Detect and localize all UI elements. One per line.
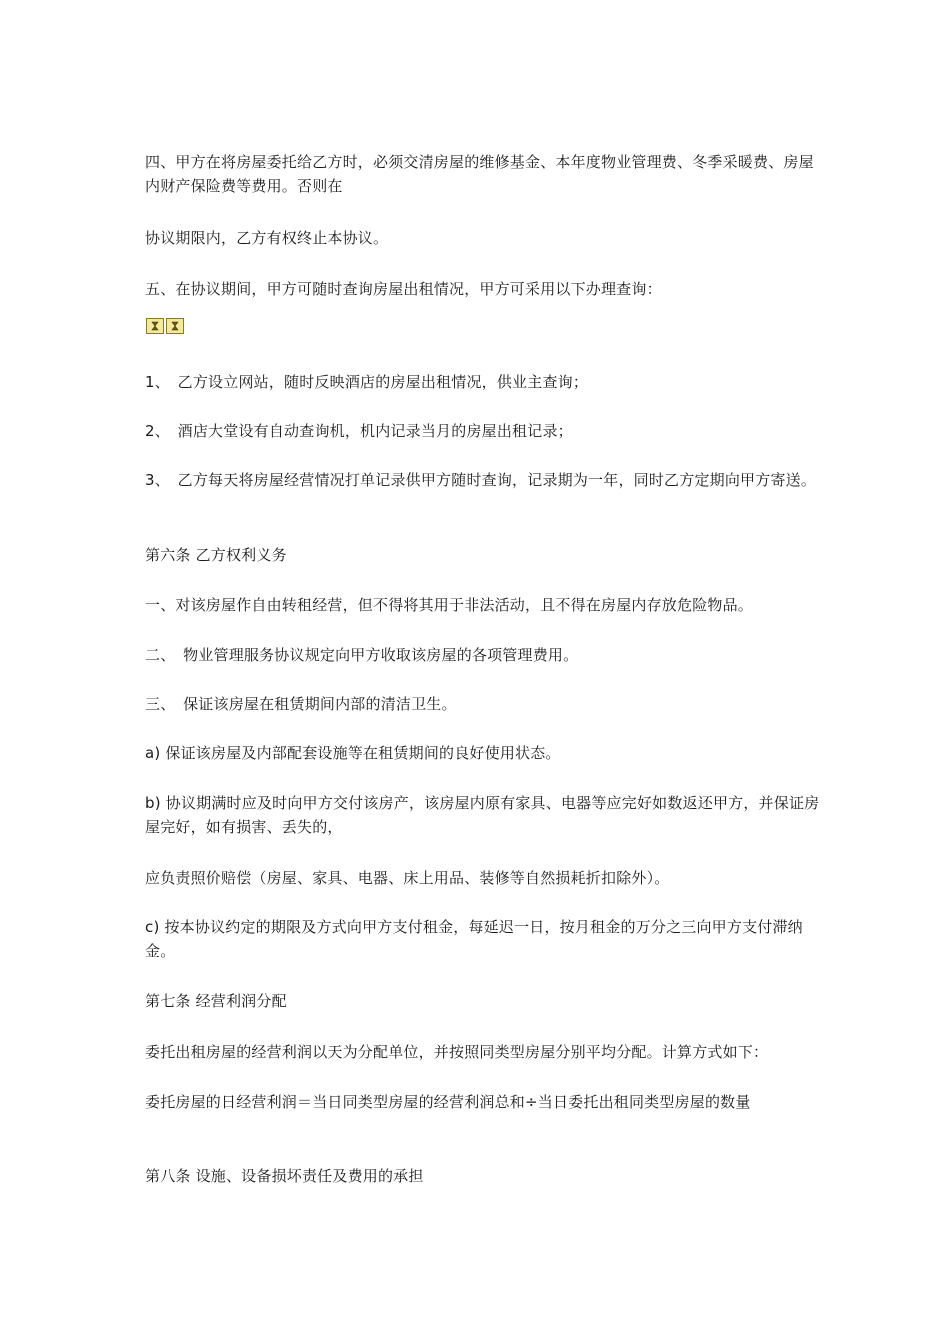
paragraph-article-7-1: 委托出租房屋的经营利润以天为分配单位，并按照同类型房屋分别平均分配。计算方式如下： — [145, 1043, 769, 1061]
heading-article-6: 第六条 乙方权利义务 — [145, 546, 287, 564]
heading-article-8: 第八条 设施、设备损坏责任及费用的承担 — [145, 1167, 424, 1185]
paragraph-article-6-1: 一、对该房屋作自由转租经营，但不得将其用于非法活动，且不得在房屋内存放危险物品。 — [145, 596, 754, 614]
embedded-object-icon[interactable] — [146, 318, 164, 334]
list-item-3: 3、 乙方每天将房屋经营情况打单记录供甲方随时查询，记录期为一年，同时乙方定期向甲方寄送。 — [145, 471, 817, 489]
list-item-1: 1、 乙方设立网站，随时反映酒店的房屋出租情况，供业主查询； — [145, 373, 589, 391]
paragraph-section-4: 四、甲方在将房屋委托给乙方时，必须交清房屋的维修基金、本年度物业管理费、冬季采暖费、房屋内财产保险费等费用。否则在 — [145, 153, 814, 195]
paragraph-article-6-3: 三、 保证该房屋在租赁期间内部的清洁卫生。 — [145, 695, 457, 713]
paragraph-article-6-b-cont: 应负责照价赔偿（房屋、家具、电器、床上用品、装修等自然损耗折扣除外）。 — [145, 869, 670, 887]
paragraph-section-4-cont: 协议期限内，乙方有权终止本协议。 — [145, 229, 389, 247]
paragraph-article-6-c: c) 按本协议约定的期限及方式向甲方支付租金，每延迟一日，按月租金的万分之三向甲方支付滞纳金。 — [145, 918, 803, 960]
paragraph-article-7-formula: 委托房屋的日经营利润＝当日同类型房屋的经营利润总和÷当日委托出租同类型房屋的数量 — [145, 1093, 751, 1111]
embedded-object-icon[interactable] — [166, 318, 184, 334]
paragraph-article-6-2: 二、 物业管理服务协议规定向甲方收取该房屋的各项管理费用。 — [145, 646, 579, 664]
paragraph-article-6-a: a) 保证该房屋及内部配套设施等在租赁期间的良好使用状态。 — [145, 744, 561, 762]
paragraph-section-5: 五、在协议期间，甲方可随时查询房屋出租情况，甲方可采用以下办理查询： — [145, 280, 662, 298]
embedded-object-icons — [146, 318, 184, 334]
list-item-2: 2、 酒店大堂设有自动查询机，机内记录当月的房屋出租记录； — [145, 422, 573, 440]
heading-article-7: 第七条 经营利润分配 — [145, 992, 287, 1010]
paragraph-article-6-b: b) 协议期满时应及时向甲方交付该房产，该房屋内原有家具、电器等应完好如数返还甲方，并保证房屋完好，如有损害、丢失的， — [145, 794, 820, 836]
